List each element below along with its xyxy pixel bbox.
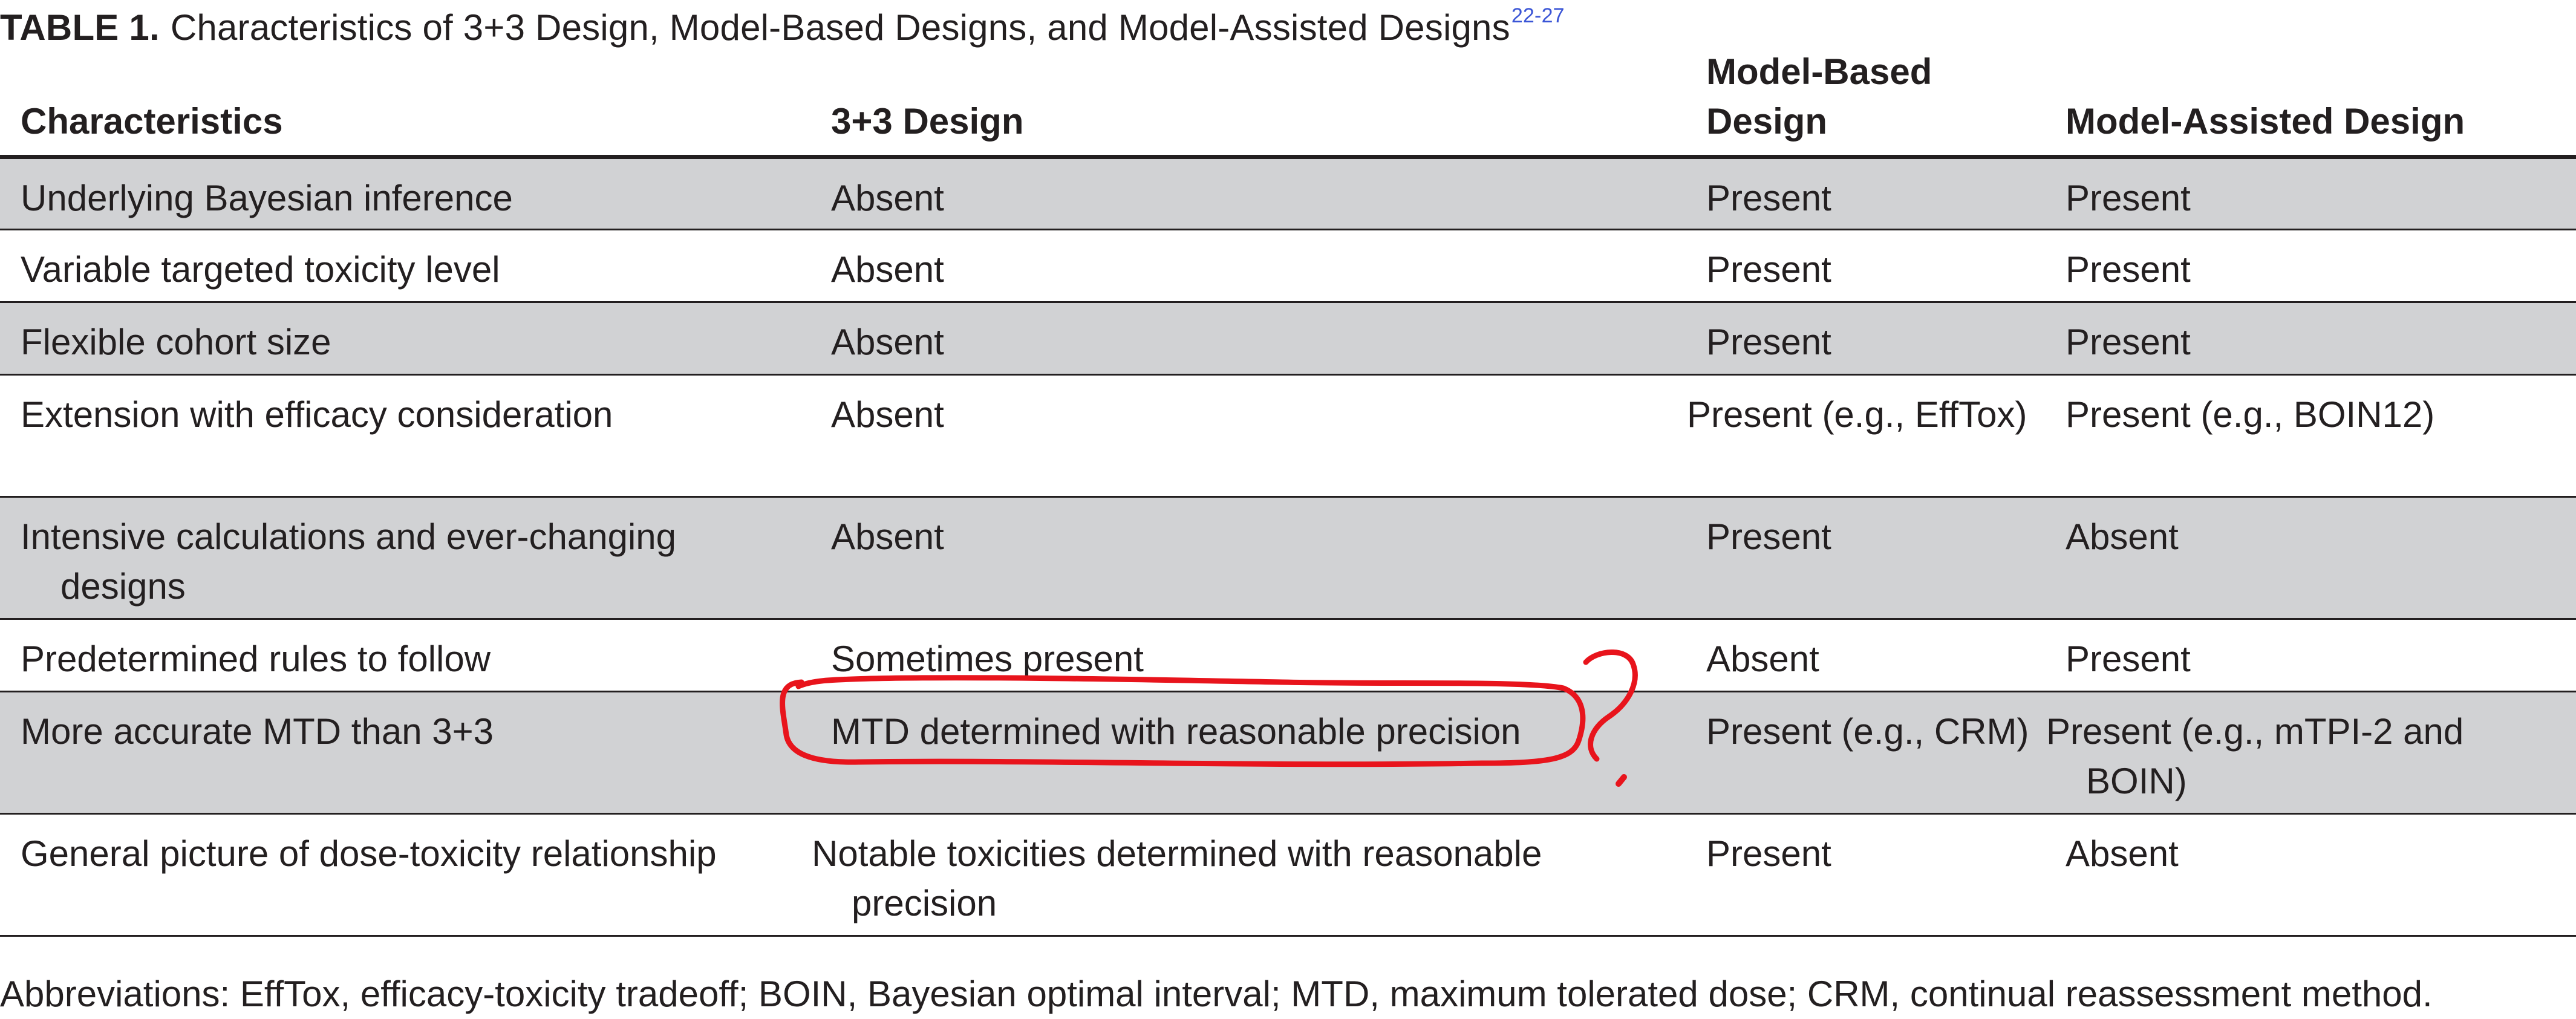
abbreviations-footnote: Abbreviations: EffTox, efficacy-toxicity tradeoff; BOIN, Bayesian optimal interval; MTD, maximum tolerated dose; CRM, continual reassessment method. (0, 974, 2433, 1014)
table-row (0, 619, 2576, 692)
cell-3plus3-highlighted: MTD determined with reasonable precision (812, 692, 1687, 814)
row-characteristic: Intensive calculations and ever-changing designs (0, 497, 812, 619)
cell-3plus3: Absent (812, 157, 1687, 230)
cell-model-based: Present (1687, 302, 2046, 375)
header-model-assisted-design: Model-Assisted Design (2046, 47, 2576, 157)
header-characteristics: Characteristics (0, 47, 812, 157)
row-characteristic: Extension with efficacy consideration (0, 375, 812, 497)
header-3plus3-design: 3+3 Design (812, 47, 1687, 157)
cell-model-assisted: Present (2046, 157, 2576, 230)
cell-3plus3: Sometimes present (812, 619, 1687, 692)
cell-model-based: Present (e.g., CRM) (1687, 692, 2046, 814)
cell-3plus3: Absent (812, 497, 1687, 619)
table-header-row (0, 47, 2576, 157)
cell-model-based: Present (1687, 230, 2046, 302)
cell-model-based: Present (e.g., EffTox) (1687, 375, 2046, 497)
cell-model-based: Present (1687, 157, 2046, 230)
row-characteristic: Variable targeted toxicity level (0, 230, 812, 302)
table-caption (0, 0, 1565, 48)
row-characteristic: Flexible cohort size (0, 302, 812, 375)
cell-3plus3: Absent (812, 375, 1687, 497)
cell-model-assisted: Present (e.g., mTPI-2 and BOIN) (2046, 692, 2576, 814)
table-row (0, 157, 2576, 230)
table-row (0, 497, 2576, 619)
row-characteristic: Underlying Bayesian inference (0, 157, 812, 230)
table-row (0, 230, 2576, 302)
row-characteristic: General picture of dose-toxicity relationship (0, 814, 812, 936)
design-characteristics-table (0, 47, 2576, 937)
row-characteristic: Predetermined rules to follow (0, 619, 812, 692)
cell-model-based: Present (1687, 814, 2046, 936)
cell-model-assisted: Present (e.g., BOIN12) (2046, 375, 2576, 497)
table-label: TABLE 1. (0, 7, 160, 48)
table-row (0, 375, 2576, 497)
table-row (0, 302, 2576, 375)
table-row (0, 814, 2576, 936)
cell-3plus3: Absent (812, 230, 1687, 302)
cell-3plus3: Absent (812, 302, 1687, 375)
row-characteristic: More accurate MTD than 3+3 (0, 692, 812, 814)
cell-model-assisted: Absent (2046, 497, 2576, 619)
cell-model-based: Present (1687, 497, 2046, 619)
cell-model-assisted: Present (2046, 619, 2576, 692)
table-row (0, 692, 2576, 814)
cell-model-based: Absent (1687, 619, 2046, 692)
cell-3plus3: Notable toxicities determined with reasonable precision (812, 814, 1687, 936)
table-title: Characteristics of 3+3 Design, Model-Based Designs, and Model-Assisted Designs (170, 7, 1510, 48)
header-model-based-design: Model-Based Design (1687, 47, 2046, 157)
cell-model-assisted: Present (2046, 302, 2576, 375)
cell-model-assisted: Present (2046, 230, 2576, 302)
cell-model-assisted: Absent (2046, 814, 2576, 936)
reference-link[interactable]: 22-27 (1511, 4, 1565, 27)
